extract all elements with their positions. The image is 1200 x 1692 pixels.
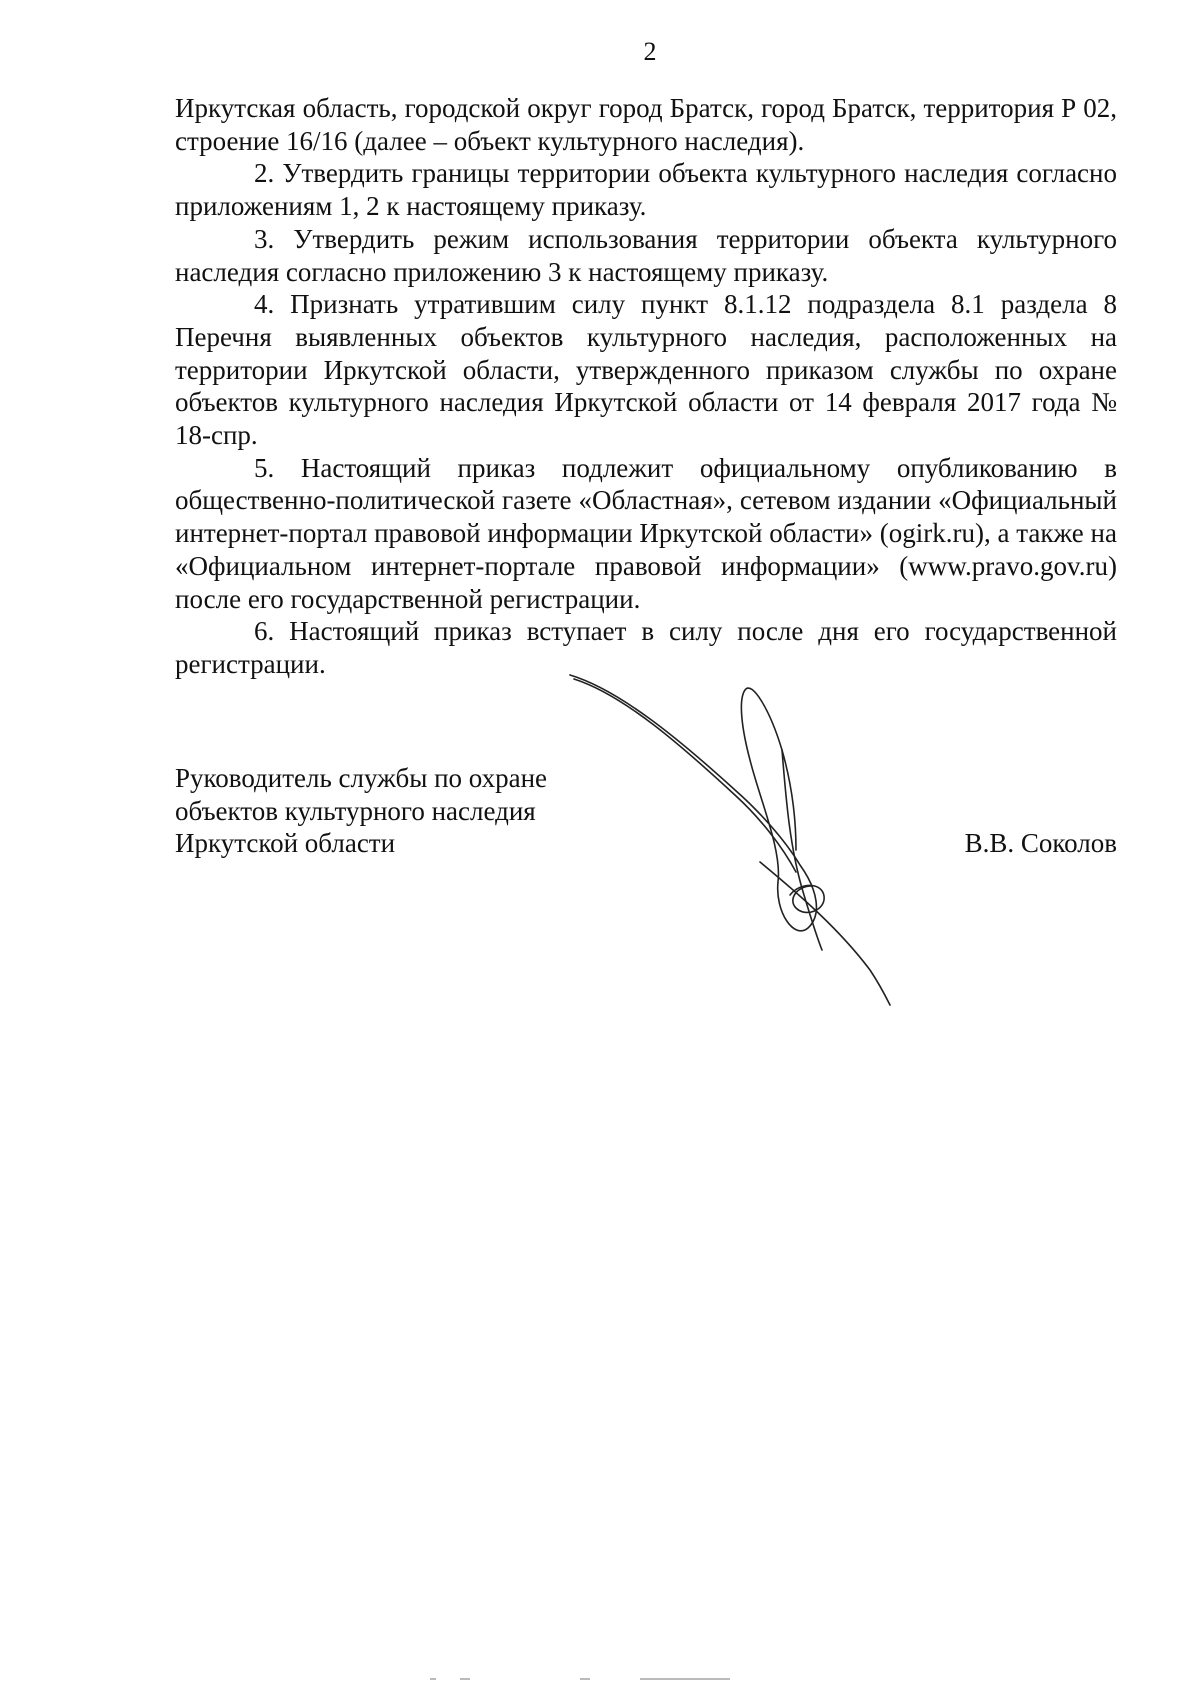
paragraph-item-6: 6. Настоящий приказ вступает в силу после дня его государственной регистрации. (175, 616, 1117, 679)
paragraph-address: Иркутская область, городской округ город Братск, город Братск, территория Р 02, строение 16/16 (далее – объект культурного наследия). (175, 93, 1117, 156)
signer-position (175, 762, 547, 860)
paragraph-item-4: 4. Признать утратившим силу пункт 8.1.12 подраздела 8.1 раздела 8 Перечня выявленных объектов культурного наследия, расположенных на территории Иркутской области, утвержденного приказом службы по охране объектов культурного наследия Иркутской области от 14 февраля 2017 года № 18-спр. (175, 289, 1117, 451)
signer-name: В.В. Соколов (964, 828, 1117, 858)
document-body (175, 92, 1117, 681)
paragraph-item-2: 2. Утвердить границы территории объекта культурного наследия согласно приложениям 1, 2 к настоящему приказу. (175, 158, 1117, 222)
page-number: 2 (643, 37, 657, 66)
handwritten-signature (560, 650, 960, 1030)
paragraph-item-5: 5. Настоящий приказ подлежит официальному опубликованию в общественно-политической газете «Областная», сетевом издании «Официальный интернет-портал правовой информации Иркутской области» (ogirk.ru), а также на «Официальном интернет-портале правовой информации» (www.pravo.gov.ru) после его государственной регистрации. (175, 452, 1117, 614)
scan-marks (430, 1676, 770, 1682)
signer-position-line: Руководитель службы по охране (175, 763, 548, 793)
paragraph-item-3: 3. Утвердить режим использования территории объекта культурного наследия согласно приложению 3 к настоящему приказу. (175, 223, 1117, 287)
signer-position-line: объектов культурного наследия (175, 795, 536, 826)
signer-position-line: Иркутской области (175, 828, 396, 859)
